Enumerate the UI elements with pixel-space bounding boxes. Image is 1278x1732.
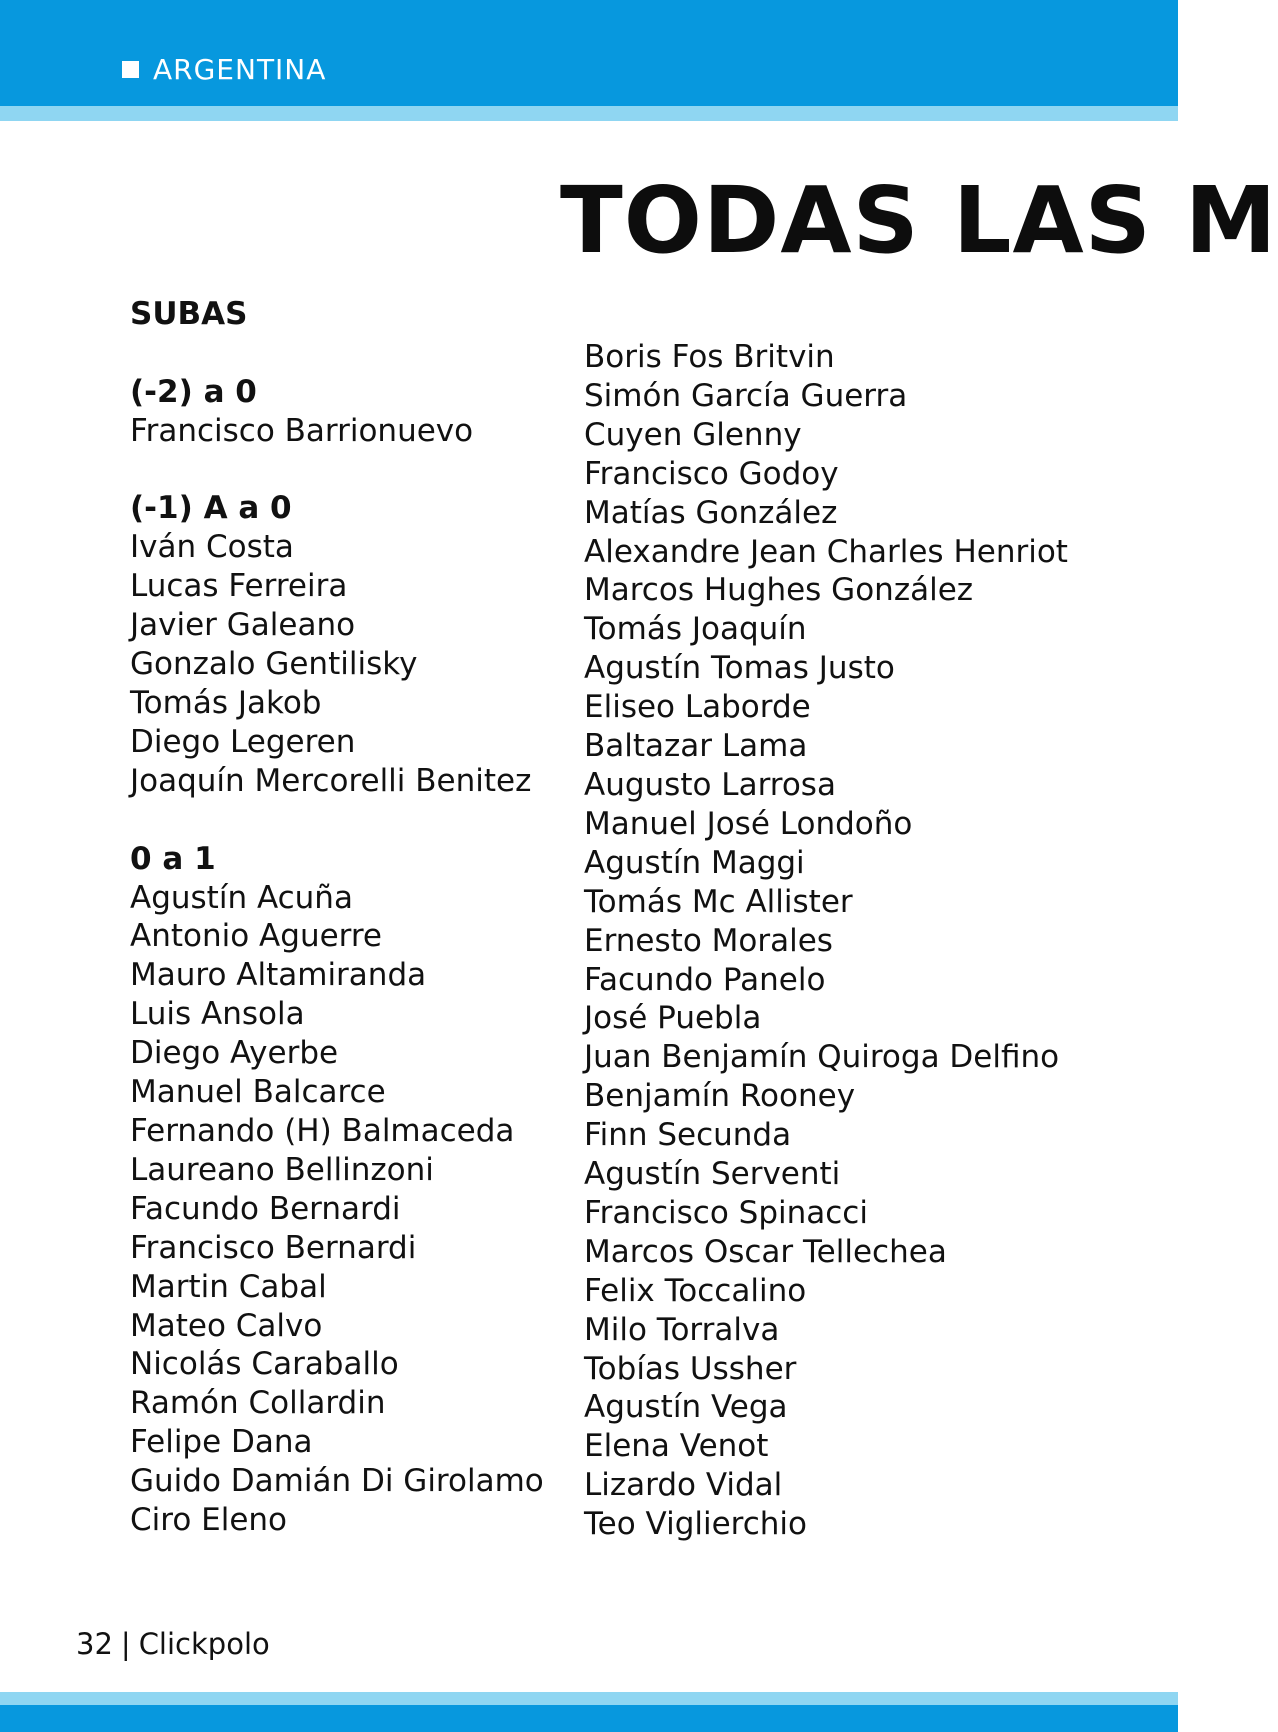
player-name: Nicolás Caraballo: [130, 1346, 399, 1383]
player-name: Francisco Godoy: [584, 455, 839, 492]
player-name: Felipe Dana: [130, 1424, 313, 1461]
player-name: Francisco Spinacci: [584, 1194, 868, 1231]
group-heading: (-1) A a 0: [130, 490, 292, 527]
player-name: Cuyen Glenny: [584, 416, 802, 453]
player-name: Mauro Altamiranda: [130, 957, 427, 994]
player-name: Ernesto Morales: [584, 922, 833, 959]
name-group: [130, 840, 555, 1540]
player-name: Agustín Vega: [584, 1389, 788, 1426]
group-list: [130, 373, 555, 1540]
player-name: Ramón Collardin: [130, 1385, 386, 1422]
player-name: Agustín Acuña: [130, 879, 353, 916]
name-group: [130, 373, 555, 451]
square-icon: [122, 61, 139, 78]
footer: [76, 1624, 270, 1664]
player-name: Felix Toccalino: [584, 1272, 807, 1309]
name-group: [130, 489, 555, 800]
player-name: Iván Costa: [130, 529, 294, 566]
player-name: Manuel José Londoño: [584, 805, 913, 842]
footer-separator: |: [120, 1627, 131, 1661]
player-name: Agustín Serventi: [584, 1156, 841, 1193]
player-name: Ciro Eleno: [130, 1502, 288, 1539]
player-name: Martin Cabal: [130, 1268, 327, 1305]
group-heading: 0 a 1: [130, 840, 216, 877]
player-name: Facundo Bernardi: [130, 1190, 401, 1227]
player-name: Manuel Balcarce: [130, 1074, 386, 1111]
player-name: Benjamín Rooney: [584, 1078, 856, 1115]
player-name: Simón García Guerra: [584, 377, 908, 414]
player-name: Eliseo Laborde: [584, 689, 811, 726]
player-name: Alexandre Jean Charles Henriot: [584, 533, 1068, 570]
left-column: [130, 295, 555, 1579]
player-name: Guido Damián Di Girolamo: [130, 1463, 544, 1500]
player-name: Laureano Bellinzoni: [130, 1151, 434, 1188]
player-name: Javier Galeano: [130, 607, 356, 644]
player-name: Tomás Jakob: [130, 685, 322, 722]
name-list: [584, 338, 1104, 1544]
player-name: Francisco Barrionuevo: [130, 412, 474, 449]
player-name: Tomás Mc Allister: [584, 883, 853, 920]
player-name: Milo Torralva: [584, 1311, 780, 1348]
right-column: [584, 338, 1104, 1544]
player-name: Facundo Panelo: [584, 961, 826, 998]
group-heading: (-2) a 0: [130, 373, 257, 410]
player-name: Tobías Ussher: [584, 1350, 797, 1387]
player-name: José Puebla: [584, 1000, 762, 1037]
header-stripe: [0, 106, 1178, 121]
page-title: TODAS LAS M: [560, 167, 1278, 274]
player-name: Fernando (H) Balmaceda: [130, 1112, 515, 1149]
player-name: Juan Benjamín Quiroga Delfino: [584, 1039, 1060, 1076]
player-name: Teo Viglierchio: [584, 1506, 808, 1543]
player-name: Augusto Larrosa: [584, 766, 836, 803]
player-name: Matías González: [584, 494, 838, 531]
page-number: 32: [76, 1627, 113, 1661]
player-name: Gonzalo Gentilisky: [130, 646, 418, 683]
footer-bar: [0, 1705, 1178, 1732]
player-name: Finn Secunda: [584, 1117, 792, 1154]
player-name: Luis Ansola: [130, 996, 305, 1033]
player-name: Tomás Joaquín: [584, 611, 807, 648]
player-name: Baltazar Lama: [584, 728, 808, 765]
player-name: Lizardo Vidal: [584, 1467, 783, 1504]
player-name: Diego Legeren: [130, 723, 356, 760]
player-name: Marcos Hughes González: [584, 572, 974, 609]
publication-name: Clickpolo: [138, 1627, 270, 1661]
player-name: Marcos Oscar Tellechea: [584, 1233, 947, 1270]
subas-heading: SUBAS: [130, 296, 248, 332]
player-name: Diego Ayerbe: [130, 1035, 339, 1072]
player-name: Francisco Bernardi: [130, 1229, 417, 1266]
player-name: Mateo Calvo: [130, 1307, 323, 1344]
player-name: Boris Fos Britvin: [584, 339, 835, 375]
player-name: Antonio Aguerre: [130, 918, 382, 955]
player-name: Elena Venot: [584, 1428, 769, 1465]
section-name: ARGENTINA: [153, 52, 327, 86]
section-label: [122, 49, 326, 89]
player-name: Lucas Ferreira: [130, 568, 348, 605]
player-name: Agustín Maggi: [584, 844, 805, 881]
player-name: Joaquín Mercorelli Benitez: [130, 762, 532, 799]
player-name: Agustín Tomas Justo: [584, 650, 895, 687]
footer-stripe: [0, 1692, 1178, 1705]
